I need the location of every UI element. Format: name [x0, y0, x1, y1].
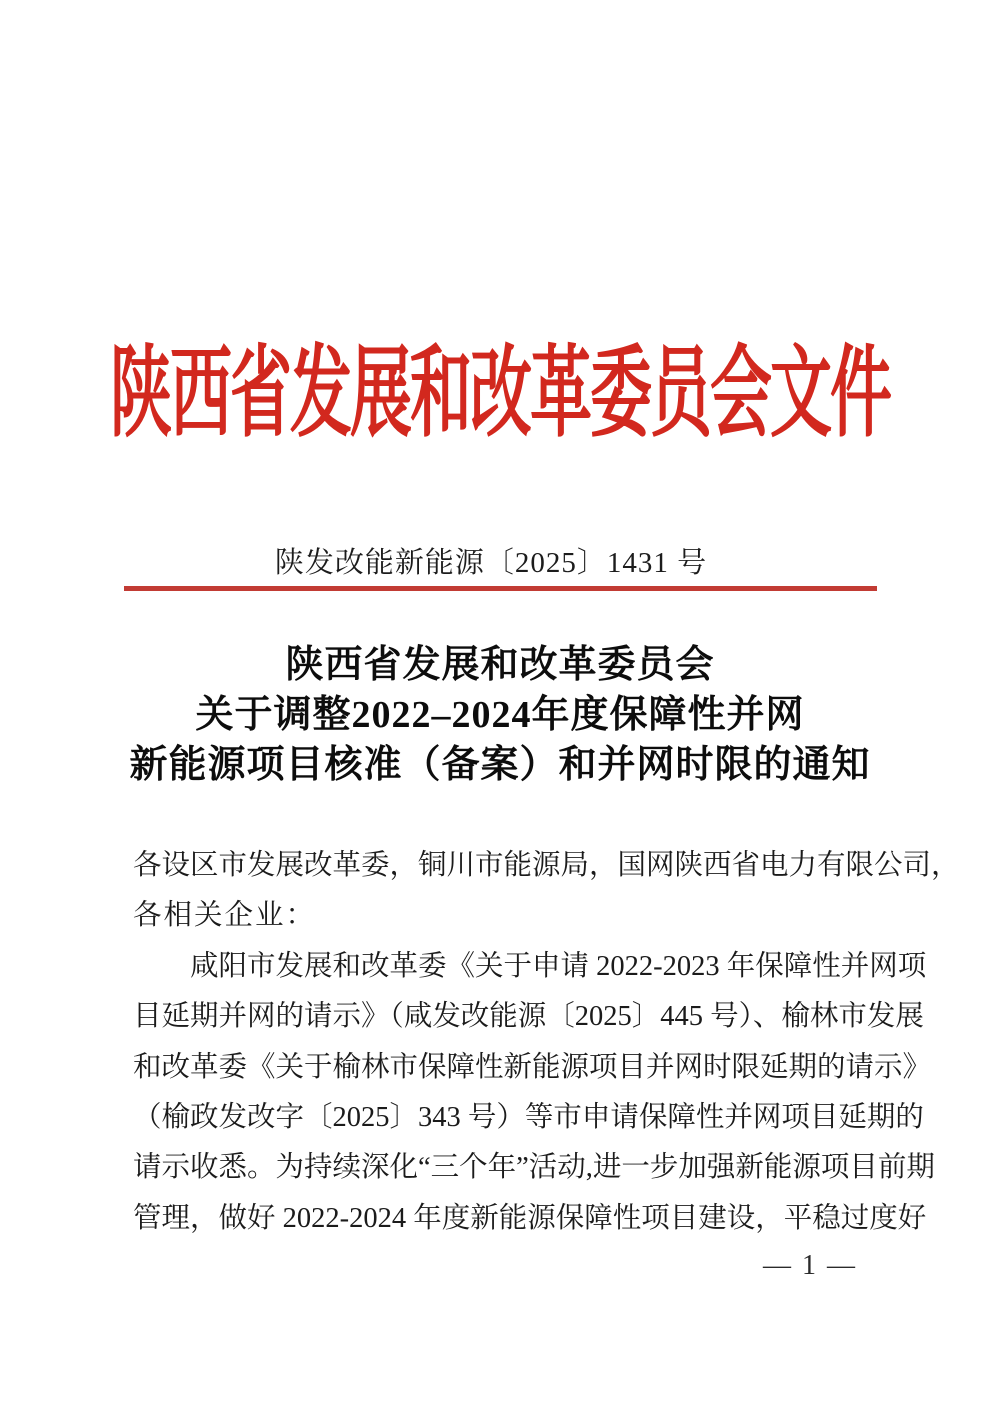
red-divider-line [124, 586, 877, 591]
document-reference-number: 陕发改能新能源〔2025〕1431 号 [274, 547, 708, 579]
recipients-line-2: 各相关企业： [133, 900, 317, 932]
agency-banner-text: 陕西省发展和改革委员会文件 [109, 340, 890, 450]
document-title [0, 640, 1000, 790]
document-body [133, 841, 960, 1244]
red-header-banner [0, 336, 1000, 454]
body-text-line-3: 和改革委《关于榆林市保障性新能源项目并网时限延期的请示》 [133, 1051, 932, 1083]
body-text-line-5: 请示收悉。为持续深化“三个年”活动,进一步加强新能源项目前期 [133, 1152, 935, 1184]
title-line-subject-1: 关于调整2022–2024年度保障性并网 [195, 694, 805, 736]
title-line-issuer: 陕西省发展和改革委员会 [285, 644, 715, 686]
body-text-line-2: 目延期并网的请示》（咸发改能源〔2025〕445 号）、榆林市发展 [133, 1001, 924, 1033]
page-number: — 1 — [763, 1250, 857, 1281]
title-line-subject-2: 新能源项目核准（备案）和并网时限的通知 [129, 744, 871, 786]
body-text-line-6: 管理，做好 2022-2024 年度新能源保障性项目建设，平稳过度好 [133, 1202, 927, 1234]
body-text-line-4: （榆政发改字〔2025〕343 号）等市申请保障性并网项目延期的 [133, 1102, 924, 1134]
recipients-line-1: 各设区市发展改革委，铜川市能源局，国网陕西省电力有限公司， [133, 850, 960, 881]
body-text-line-1: 咸阳市发展和改革委《关于申请 2022-2023 年保障性并网项 [190, 950, 927, 982]
